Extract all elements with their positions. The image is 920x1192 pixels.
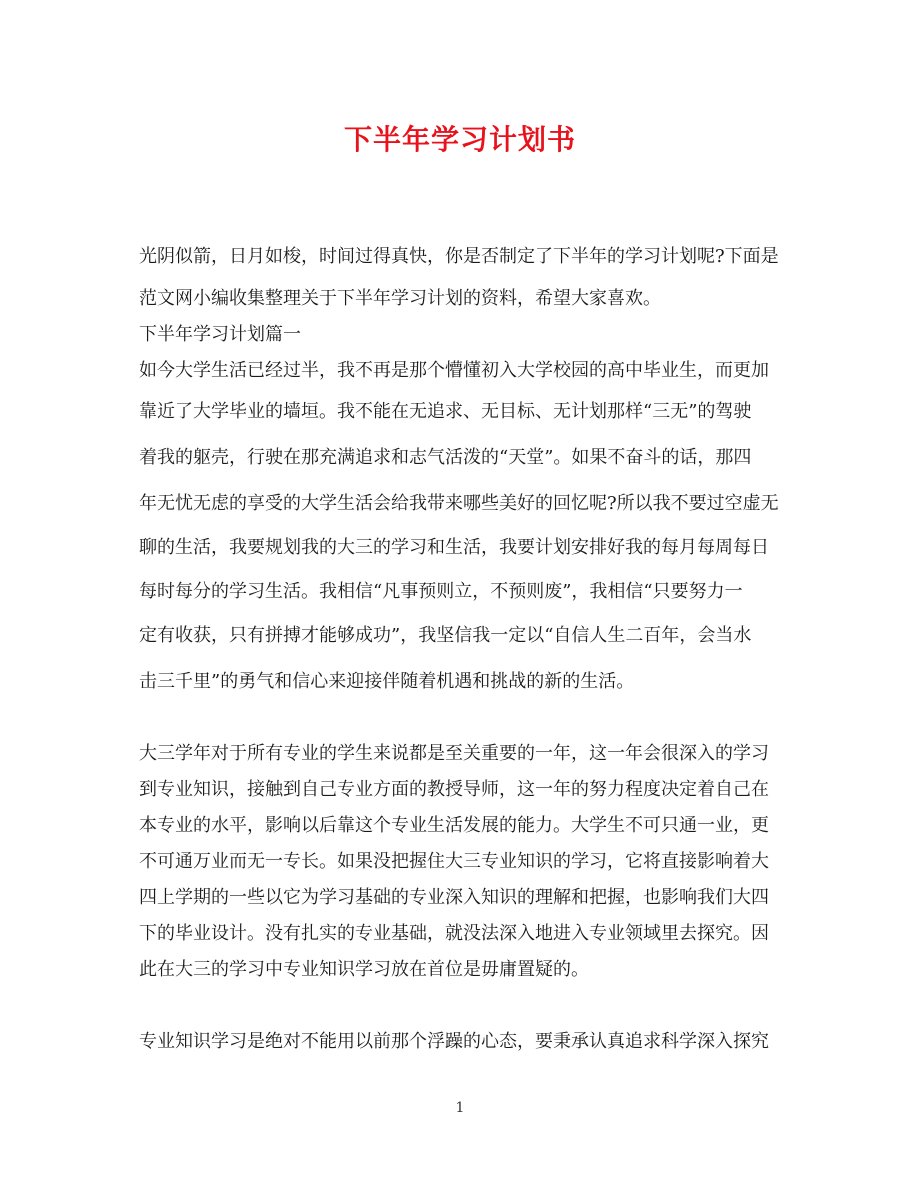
intro-line-2: 范文网小编收集整理关于下半年学习计划的资料，希望大家喜欢。 [139,288,661,309]
intro-line-1: 光阴似箭，日月如梭，时间过得真快，你是否制定了下半年的学习计划呢?下面是 [139,246,779,267]
paragraph1-line-3: 着我的躯壳，行驶在那充满追求和志气活泼的“天堂”。如果不奋斗的话，那四 [139,447,752,468]
paragraph3-line-1: 专业知识学习是绝对不能用以前那个浮躁的心态，要秉承认真追求科学深入探究 [139,1031,769,1052]
paragraph1-line-5: 聊的生活，我要规划我的大三的学习和生活，我要计划安排好我的每月每周每日 [139,537,769,558]
section-heading: 下半年学习计划篇一 [139,324,301,345]
page-number: 1 [455,1100,465,1116]
paragraph2-line-5: 四上学期的一些以它为学习基础的专业深入知识的理解和把握，也影响我们大四 [139,887,769,908]
paragraph2-line-3: 本专业的水平，影响以后靠这个专业生活发展的能力。大学生不可只通一业，更 [139,815,769,836]
paragraph1-line-8: 击三千里”的勇气和信心来迎接伴随着机遇和挑战的新的生活。 [139,671,635,692]
paragraph1-line-2: 靠近了大学毕业的墙垣。我不能在无追求、无目标、无计划那样“三无”的驾驶 [139,401,752,422]
paragraph1-line-7: 定有收获，只有拼搏才能够成功”，我坚信我一定以“自信人生二百年，会当水 [139,625,752,646]
paragraph2-line-4: 不可通万业而无一专长。如果没把握住大三专业知识的学习，它将直接影响着大 [139,851,769,872]
paragraph2-line-1: 大三学年对于所有专业的学生来说都是至关重要的一年，这一年会很深入的学习 [139,743,769,764]
paragraph1-line-1: 如今大学生活已经过半，我不再是那个懵懂初入大学校园的高中毕业生，而更加 [139,360,769,381]
paragraph2-line-2: 到专业知识，接触到自己专业方面的教授导师，这一年的努力程度决定着自己在 [139,779,769,800]
paragraph1-line-4: 年无忧无虑的享受的大学生活会给我带来哪些美好的回忆呢?所以我不要过空虚无 [139,493,779,514]
paragraph2-line-7: 此在大三的学习中专业知识学习放在首位是毋庸置疑的。 [139,959,589,980]
paragraph1-line-6: 每时每分的学习生活。我相信“凡事预则立，不预则废”，我相信“只要努力一 [139,581,743,602]
paragraph2-line-6: 下的毕业设计。没有扎实的专业基础，就没法深入地进入专业领域里去探究。因 [139,923,769,944]
document-title: 下半年学习计划书 [343,123,576,156]
